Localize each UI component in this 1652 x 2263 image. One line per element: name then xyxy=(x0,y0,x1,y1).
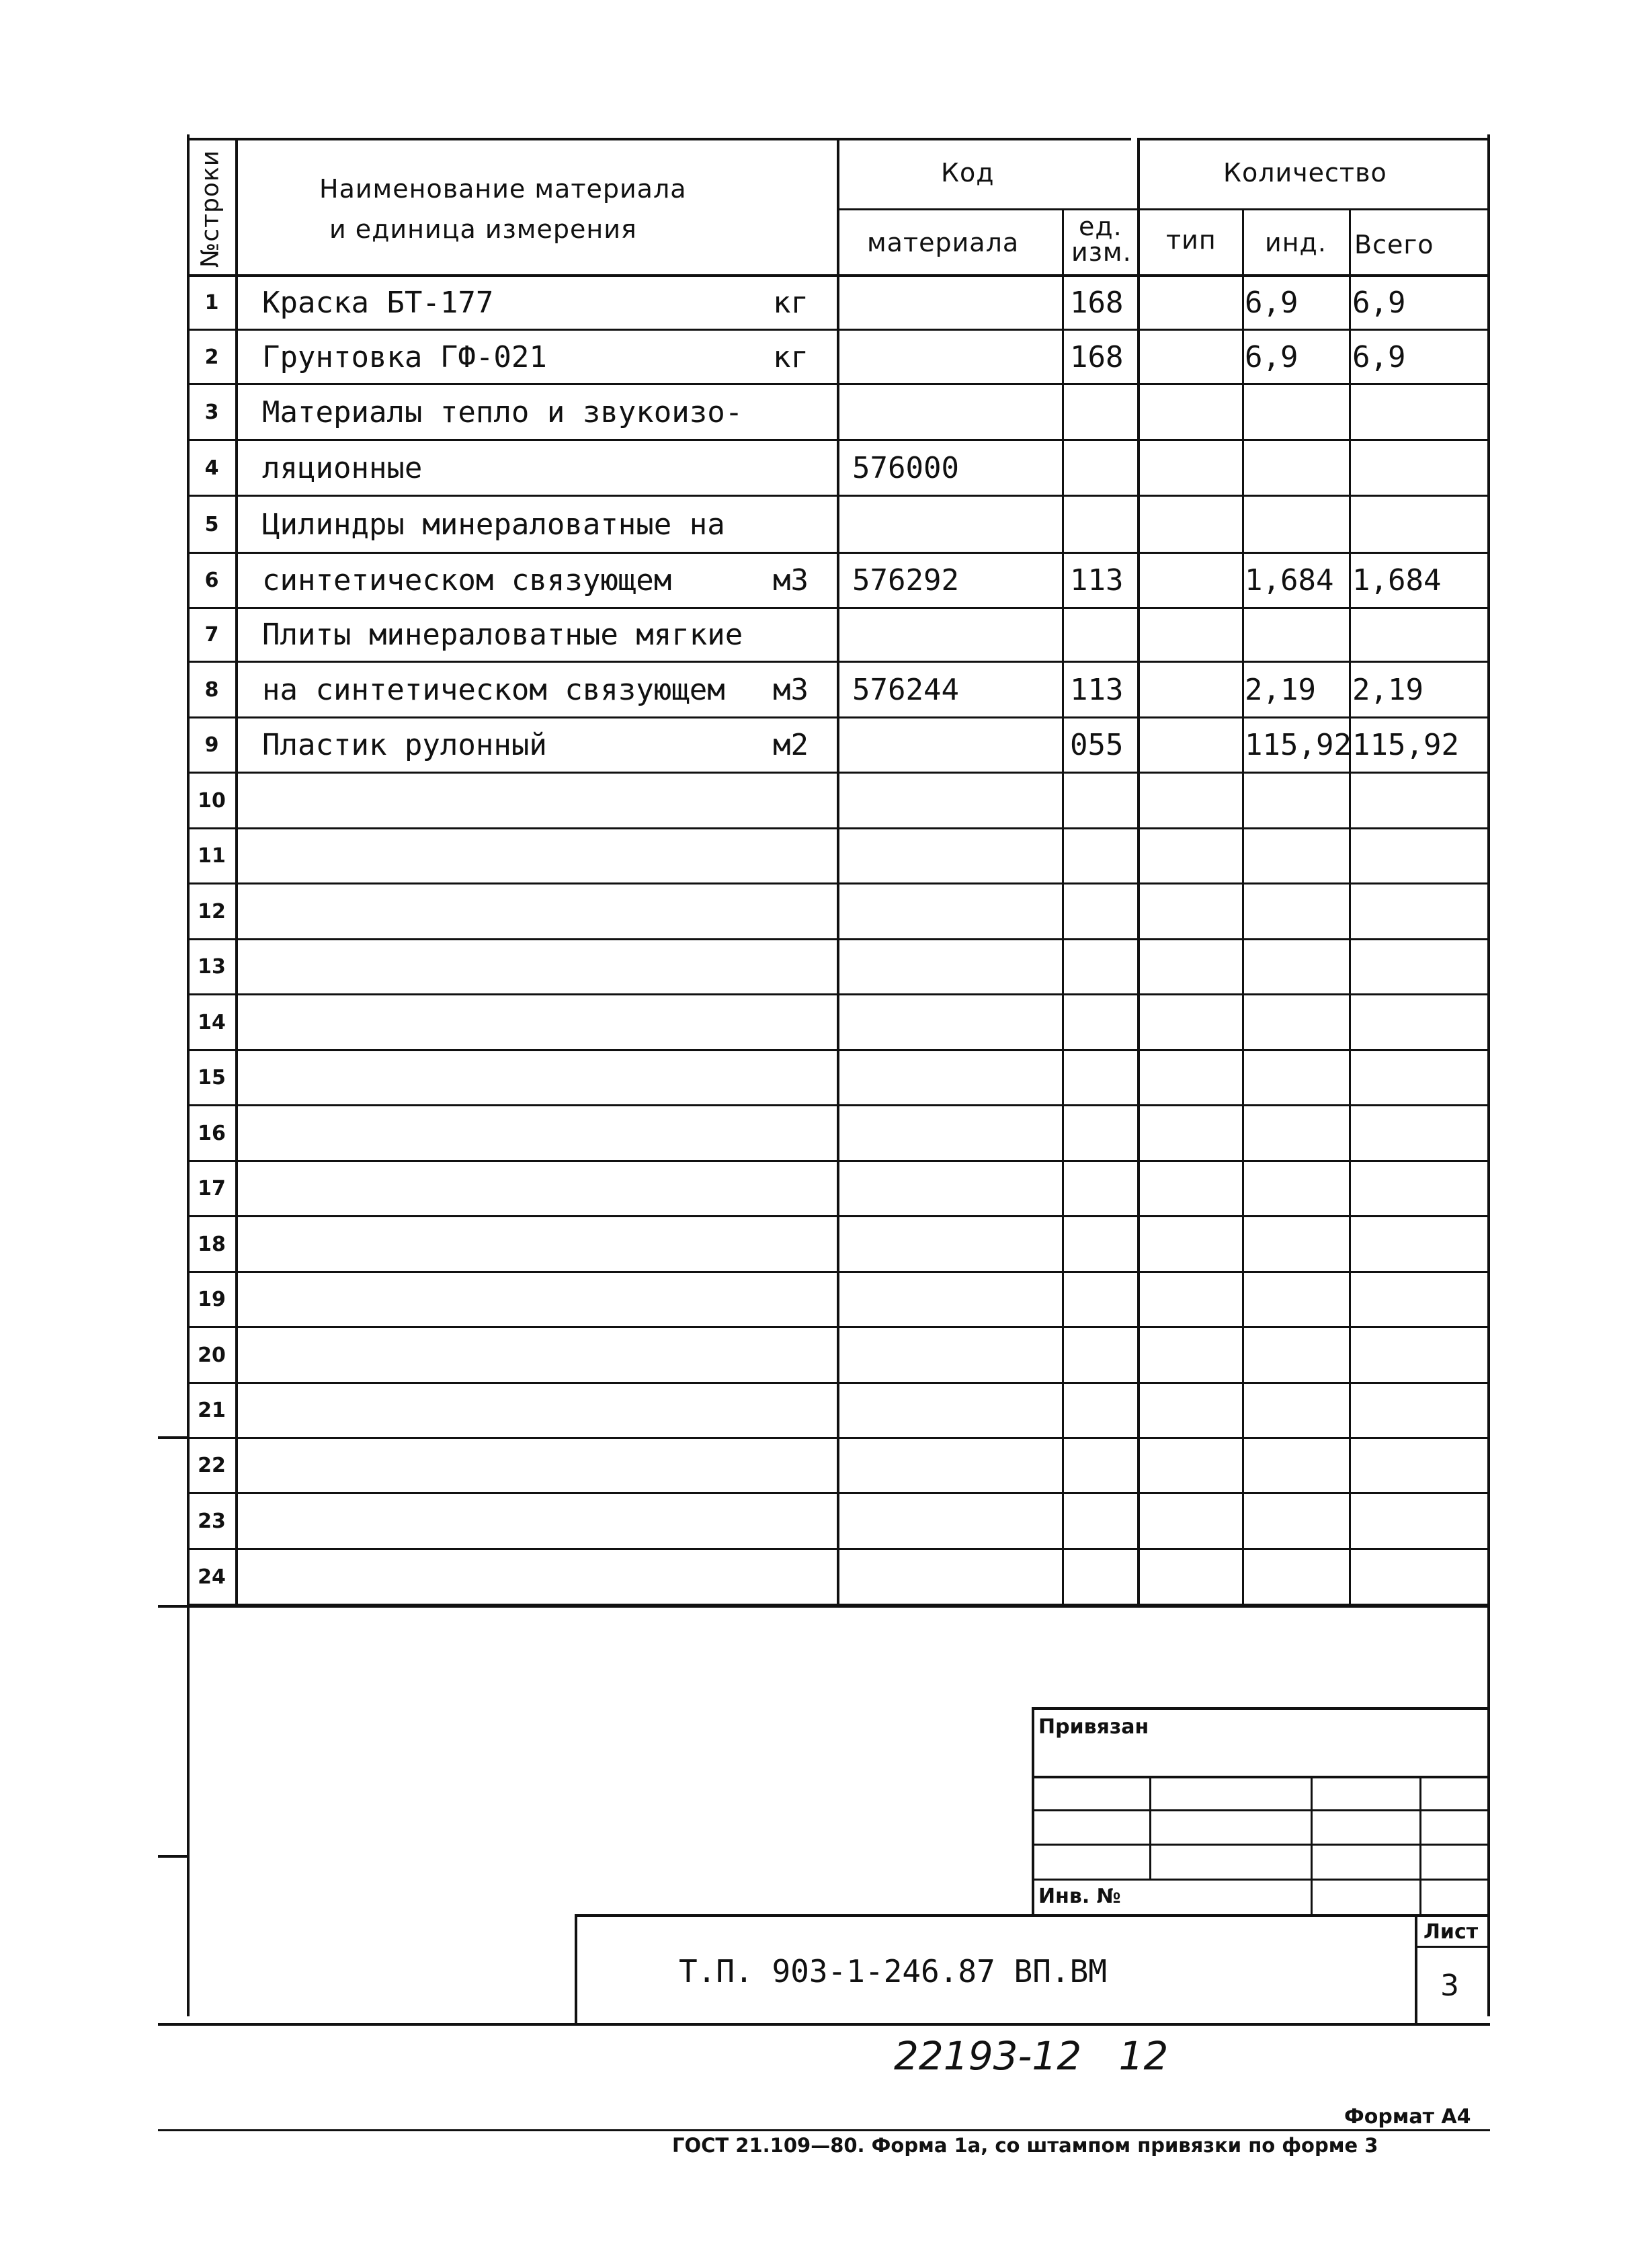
unit-code: 113 xyxy=(1070,563,1124,598)
name-header-line2: и единица измерения xyxy=(329,214,637,244)
unit-name: м2 xyxy=(773,728,809,762)
row-number: 5 xyxy=(204,512,219,536)
row-number: 2 xyxy=(204,345,219,369)
inv-no-label: Инв. № xyxy=(1038,1885,1121,1908)
material-name: на синтетическом связующем xyxy=(262,672,725,707)
material-code: 576244 xyxy=(852,672,959,707)
row-divider xyxy=(187,1492,1490,1494)
material-name: Грунтовка ГФ-021 xyxy=(262,339,547,374)
total-header: Всего xyxy=(1354,230,1434,259)
row-divider xyxy=(187,495,1490,497)
frame-top-right xyxy=(1139,138,1490,140)
row-divider xyxy=(187,1215,1490,1217)
row-number: 3 xyxy=(204,400,219,424)
row-number: 7 xyxy=(204,623,219,647)
row-number: 8 xyxy=(204,677,219,702)
row-number: 19 xyxy=(198,1288,226,1311)
row-number: 22 xyxy=(198,1454,226,1477)
row-number: 13 xyxy=(198,955,226,979)
unit-name: м3 xyxy=(773,563,809,598)
row-number: 1 xyxy=(204,290,219,315)
row-number: 6 xyxy=(204,569,219,592)
row-number: 4 xyxy=(204,456,219,480)
unit-header-line1: ед. xyxy=(1079,212,1122,241)
quantity-ind: 6,9 xyxy=(1245,339,1298,374)
sheet-box-left xyxy=(1415,1914,1417,2026)
unit-code: 113 xyxy=(1070,672,1124,707)
row-divider xyxy=(187,772,1490,774)
row-divider xyxy=(187,882,1490,884)
stamp-left xyxy=(1032,1707,1034,1916)
title-block-left xyxy=(575,1914,577,2026)
quantity-ind: 115,92 xyxy=(1245,728,1352,762)
col-line-1 xyxy=(235,138,238,1606)
unit-code: 168 xyxy=(1070,339,1124,374)
row-divider xyxy=(187,1049,1490,1051)
row-number: 20 xyxy=(198,1343,226,1367)
material-header: материала xyxy=(867,228,1020,257)
row-number: 11 xyxy=(198,844,226,868)
code-header: Код xyxy=(941,158,995,188)
row-divider xyxy=(187,439,1490,441)
sheet-box-mid xyxy=(1415,1946,1490,1948)
sheet-number: 3 xyxy=(1440,1969,1459,2003)
col-line-6 xyxy=(1349,208,1351,1606)
row-divider xyxy=(187,1104,1490,1106)
qty-header: Количество xyxy=(1223,158,1387,188)
frame-bottom xyxy=(158,2023,1490,2026)
row-number: 18 xyxy=(198,1232,226,1256)
row-divider xyxy=(187,1326,1490,1328)
material-code: 576000 xyxy=(852,450,959,485)
col-line-2 xyxy=(837,138,839,1606)
frame-top xyxy=(187,138,1131,140)
material-name: Плиты минераловатные мягкие xyxy=(262,618,743,652)
row-number: 23 xyxy=(198,1509,226,1533)
quantity-total: 115,92 xyxy=(1352,728,1459,762)
row-number: 14 xyxy=(198,1010,226,1034)
row-number: 10 xyxy=(198,788,226,813)
row-divider xyxy=(187,1382,1490,1384)
quantity-ind: 6,9 xyxy=(1245,285,1298,320)
row-divider xyxy=(187,329,1490,331)
row-divider xyxy=(187,383,1490,385)
type-header: тип xyxy=(1166,225,1216,255)
material-name: синтетическом связующем xyxy=(262,563,672,598)
row-divider xyxy=(187,938,1490,940)
col-line-3 xyxy=(1062,208,1064,1606)
row-divider xyxy=(187,661,1490,663)
material-name: Материалы тепло и звукоизо- xyxy=(262,395,743,429)
quantity-total: 1,684 xyxy=(1352,563,1442,598)
margin-tick-1 xyxy=(158,1436,190,1439)
title-block-top xyxy=(575,1914,1490,1917)
quantity-ind: 1,684 xyxy=(1245,563,1334,598)
row-divider xyxy=(187,1271,1490,1273)
header-mid xyxy=(837,208,1490,210)
stamp-top xyxy=(1032,1707,1490,1710)
material-name: Пластик рулонный xyxy=(262,728,547,762)
frame-right xyxy=(1487,134,1490,2016)
unit-header-line2: изм. xyxy=(1071,237,1132,267)
row-number: 12 xyxy=(198,899,226,923)
footer-line xyxy=(158,2129,1490,2131)
quantity-total: 6,9 xyxy=(1352,339,1406,374)
material-name: Цилиндры минераловатные на xyxy=(262,507,725,542)
unit-name: м3 xyxy=(773,672,809,707)
name-header-line1: Наименование материала xyxy=(319,174,687,204)
row-number-header: №строки xyxy=(196,149,224,268)
sheet-label: Лист xyxy=(1423,1920,1479,1944)
stamp-v3 xyxy=(1419,1776,1421,1914)
stamp-v1 xyxy=(1149,1776,1151,1879)
quantity-total: 2,19 xyxy=(1352,672,1423,707)
margin-tick-2 xyxy=(158,1855,190,1858)
row-divider xyxy=(187,552,1490,554)
row-number: 17 xyxy=(198,1177,226,1200)
col-line-5 xyxy=(1242,208,1244,1606)
row-divider xyxy=(187,993,1490,995)
quantity-total: 6,9 xyxy=(1352,285,1406,320)
unit-code: 168 xyxy=(1070,285,1124,320)
row-number: 24 xyxy=(198,1565,226,1589)
row-divider xyxy=(187,1604,1490,1606)
row-divider xyxy=(187,607,1490,609)
row-divider xyxy=(187,827,1490,829)
gost-label: ГОСТ 21.109—80. Форма 1а, со штампом привязки по форме 3 xyxy=(672,2134,1378,2157)
ind-header: инд. xyxy=(1265,228,1327,257)
attached-label: Привязан xyxy=(1038,1715,1149,1739)
stamp-v2 xyxy=(1311,1776,1313,1914)
row-number: 16 xyxy=(198,1121,226,1145)
unit-code: 055 xyxy=(1070,728,1124,762)
row-number: 21 xyxy=(198,1399,226,1422)
quantity-ind: 2,19 xyxy=(1245,672,1316,707)
row-divider xyxy=(187,1160,1490,1162)
document-designation: Т.П. 903-1-246.87 ВП.ВМ xyxy=(679,1953,1107,1989)
material-code: 576292 xyxy=(852,563,959,598)
unit-name: кг xyxy=(773,339,809,374)
row-divider xyxy=(187,716,1490,718)
row-divider xyxy=(187,1548,1490,1550)
col-line-4 xyxy=(1137,138,1140,1606)
format-label: Формат А4 xyxy=(1344,2105,1471,2129)
unit-name: кг xyxy=(773,285,809,320)
material-name: ляционные xyxy=(262,450,423,485)
row-divider xyxy=(187,1437,1490,1439)
handwritten-number: 22193-12 12 xyxy=(894,2033,1169,2079)
row-number: 15 xyxy=(198,1066,226,1089)
material-name: Краска БТ-177 xyxy=(262,285,494,320)
row-number: 9 xyxy=(204,733,219,757)
